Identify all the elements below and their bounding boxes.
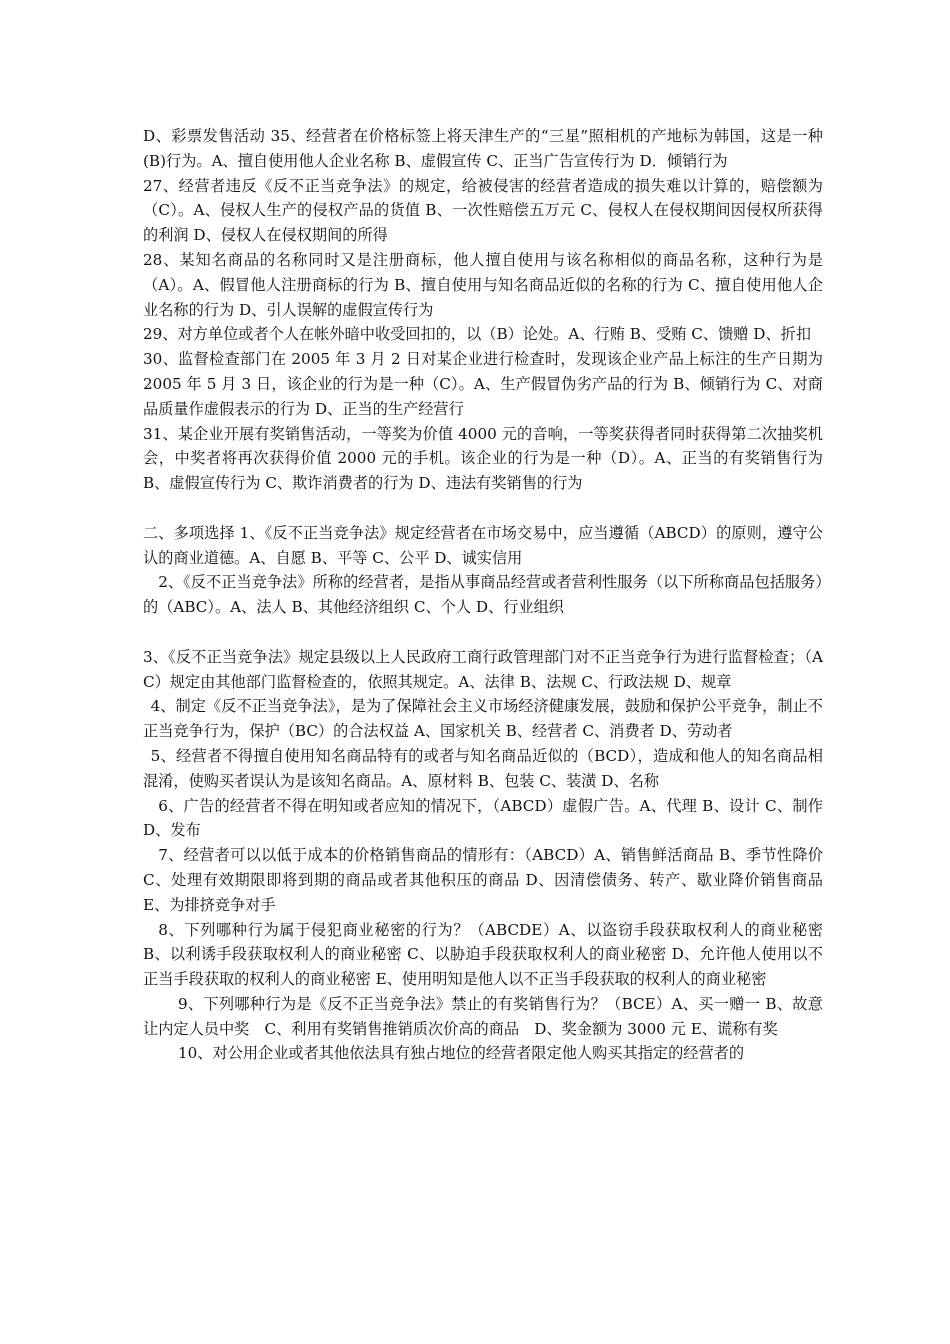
paragraph-multi-q6: 6、广告的经营者不得在明知或者应知的情况下，（ABCD）虚假广告。A、代理 B、设计 C、制作 D、发布 [143,796,823,840]
paragraph-multi-q2: 2、《反不正当竞争法》所称的经营者，是指从事商品经营或者营利性服务（以下所称商品包括服务）的（ABC）。A、法人 B、其他经济组织 C、个人 D、行业组织 [143,573,823,617]
blank-line [143,620,823,645]
document-body [143,124,823,1066]
paragraph-multi-q1: 二、多项选择 1、《反不正当竞争法》规定经营者在市场交易中，应当遵循（ABCD）的原则，遵守公认的商业道德。A、自愿 B、平等 C、公平 D、诚实信用 [143,523,823,567]
paragraph-multi-q10: 10、对公用企业或者其他依法具有独占地位的经营者限定他人购买其指定的经营者的 [177,1044,745,1063]
paragraph-multi-q4: 4、制定《反不正当竞争法》，是为了保障社会主义市场经济健康发展，鼓励和保护公平竞争，制止不正当竞争行为，保护（BC）的合法权益 A、国家机关 B、经营者 C、消费者 D、劳动者 [143,697,823,741]
blank-line [143,496,823,521]
paragraph-q27: 27、经营者违反《反不正当竞争法》的规定，给被侵害的经营者造成的损失难以计算的，赔偿额为（C）。A、侵权人生产的侵权产品的货值 B、一次性赔偿五万元 C、侵权人在侵权期间因侵权所获得的利润 D、侵权人在侵权期间的所得 [143,176,823,245]
paragraph-q30: 30、监督检查部门在 2005 年 3 月 2 日对某企业进行检查时，发现该企业产品上标注的生产日期为 2005 年 5 月 3 日，该企业的行为是一种（C）。A、生产假冒伪劣产品的行为 B、倾销行为 C、对商品质量作虚假表示的行为 D、正当的生产经营行 [143,350,823,418]
paragraph-multi-q5: 5、经营者不得擅自使用知名商品特有的或者与知名商品近似的（BCD），造成和他人的知名商品相混淆，使购买者误认为是该知名商品。A、原材料 B、包装 C、装潢 D、名称 [143,746,823,790]
paragraph-multi-q7: 7、经营者可以以低于成本的价格销售商品的情形有：（ABCD）A、销售鲜活商品 B、季节性降价 C、处理有效期限即将到期的商品或者其他积压的商品 D、因清偿债务、转产、歇业降价销售商品 E、为排挤竞争对手 [143,846,823,914]
paragraph-q31: 31、某企业开展有奖销售活动，一等奖为价值 4000 元的音响，一等奖获得者同时获得第二次抽奖机会，中奖者将再次获得价值 2000 元的手机。该企业的行为是一种（D）。A、正当的有奖销售行为 B、虚假宣传行为 C、欺诈消费者的行为 D、违法有奖销售的行为 [143,424,823,493]
paragraph-q29: 29、对方单位或者个人在帐外暗中收受回扣的，以（B）论处。A、行贿 B、受贿 C、馈赠 D、折扣 [143,325,812,344]
paragraph-q35: D、彩票发售活动 35、经营者在价格标签上将天津生产的“三星”照相机的产地标为韩国，这是一种(B)行为。A、擅自使用他人企业名称 B、虚假宣传 C、正当广告宣传行为 D．倾销行为 [143,127,823,170]
paragraph-q28: 28、某知名商品的名称同时又是注册商标，他人擅自使用与该名称相似的商品名称，这种行为是（A）。A、假冒他人注册商标的行为 B、擅自使用与知名商品近似的名称的行为 C、擅自使用他人企业名称的行为 D、引人误解的虚假宣传行为 [143,250,823,319]
paragraph-multi-q8: 8、下列哪种行为属于侵犯商业秘密的行为？（ABCDE）A、以盗窃手段获取权利人的商业秘密 B、以利诱手段获取权利人的商业秘密 C、以胁迫手段获取权利人的商业秘密 D、允许他人使用以不正当手段获取的权利人的商业秘密 E、使用明知是他人以不正当手段获取的权利人的商业秘密 [143,920,823,989]
paragraph-multi-q3: 3、《反不正当竞争法》规定县级以上人民政府工商行政管理部门对不正当竞争行为进行监督检查；（AC）规定由其他部门监督检查的，依照其规定。A、法律 B、法规 C、行政法规 D、规章 [143,647,823,691]
paragraph-multi-q9: 9、下列哪种行为是《反不正当竞争法》禁止的有奖销售行为？（BCE）A、买一赠一 B、故意让内定人员中奖 C、利用有奖销售推销质次价高的商品 D、奖金额为 3000 元 E、谎称有奖 [143,994,823,1038]
